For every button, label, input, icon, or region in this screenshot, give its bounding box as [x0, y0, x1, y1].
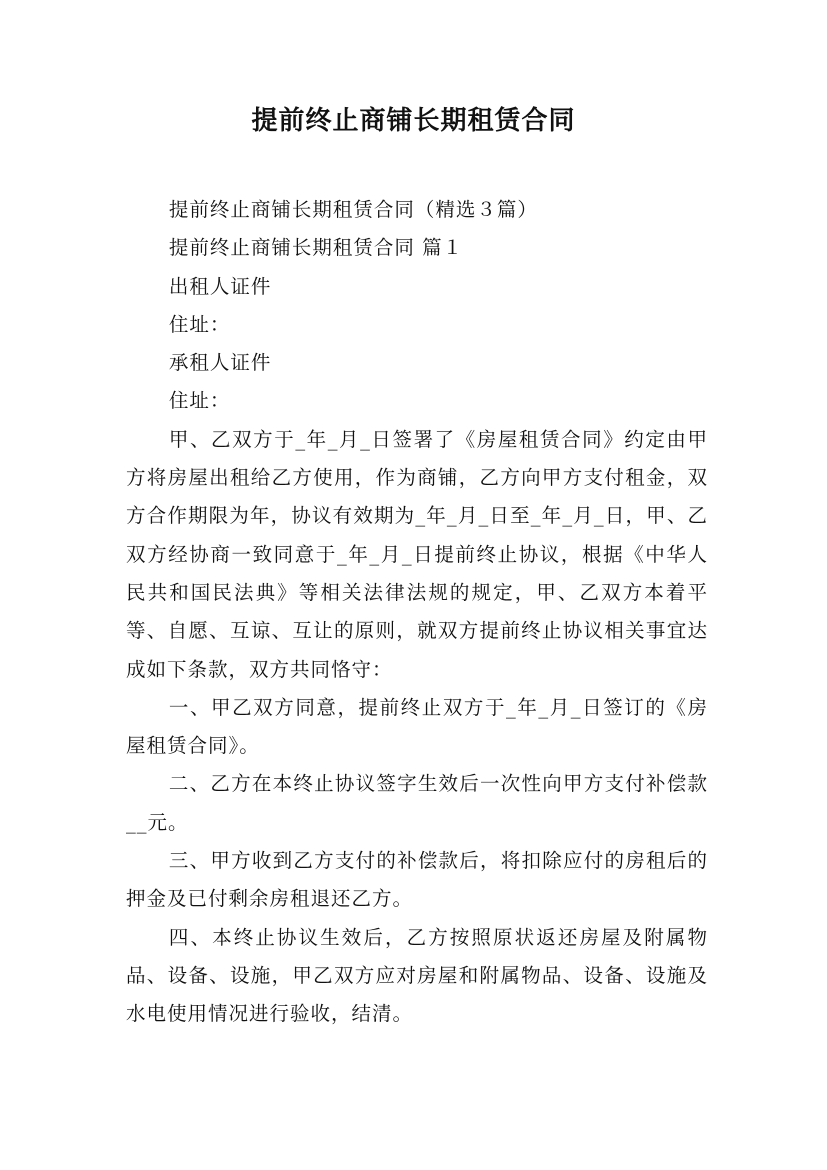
paragraph-subtitle: 提前终止商铺长期租赁合同（精选３篇） [168, 198, 538, 221]
paragraph-lessor-id: 出租人证件 [168, 274, 272, 298]
paragraph-clause-4: 四、本终止协议生效后，乙方按照原状返还房屋及附属物品、设备、设施，甲乙双方应对房屋和附属物品、设备、设施及水电使用情况进行验收，结清。 [126, 925, 708, 1026]
paragraph-lessee-address: 住址： [168, 389, 231, 413]
paragraph-clause-2: 二、乙方在本终止协议签字生效后一次性向甲方支付补偿款__元。 [126, 772, 708, 834]
document-title: 提前终止商铺长期租赁合同 [251, 106, 576, 136]
paragraph-clause-1: 一、甲乙双方同意，提前终止双方于_年_月_日签订的《房屋租赁合同》。 [126, 695, 708, 758]
document-body [126, 191, 708, 1034]
paragraph-lessee-id: 承租人证件 [168, 351, 272, 375]
paragraph-preamble: 甲、乙双方于_年_月_日签署了《房屋租赁合同》约定由甲方将房屋出租给乙方使用，作为商铺，乙方向甲方支付租金，双方合作期限为年，协议有效期为_年_月_日至_年_月_日，甲、乙双方经协商一致同意于_年_月_日提前终止协议，根据《中华人民共和国民法典》等相关法律法规的规定，甲、乙双方本着平等、自愿、互谅、互让的原则，就双方提前终止协议相关事宜达成如下条款，双方共同恪守： [126, 427, 708, 681]
paragraph-clause-3: 三、甲方收到乙方支付的补偿款后，将扣除应付的房租后的押金及已付剩余房租退还乙方。 [126, 849, 708, 911]
paragraph-section-heading: 提前终止商铺长期租赁合同 篇１ [168, 236, 464, 260]
paragraph-lessor-address: 住址： [168, 312, 231, 336]
